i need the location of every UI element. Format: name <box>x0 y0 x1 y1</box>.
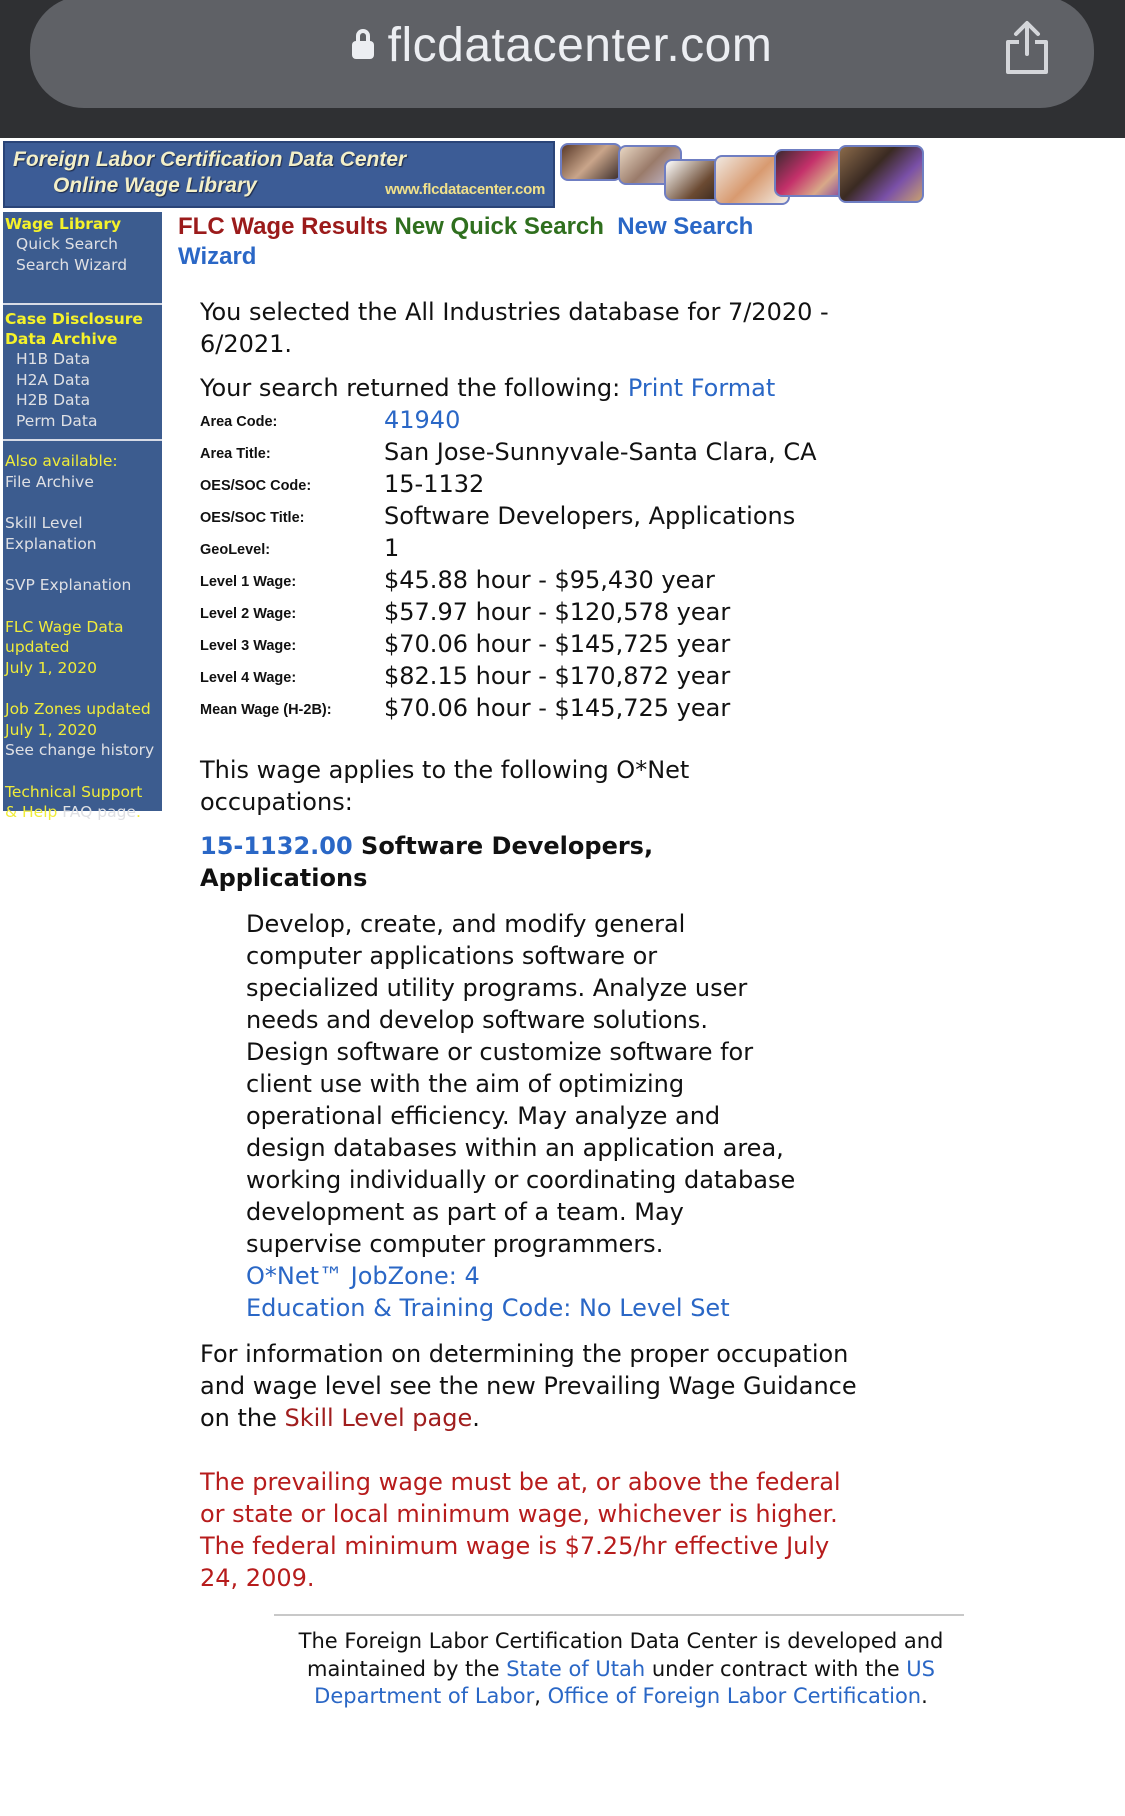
sidebar-heading-data-archive[interactable]: Data Archive <box>5 330 118 348</box>
footer-text: . <box>921 1684 928 1708</box>
wage-results-table <box>200 404 817 724</box>
table-row <box>200 628 817 660</box>
row-label: Level 3 Wage: <box>200 638 297 654</box>
banner-photo-collage <box>556 141 926 207</box>
sidebar-case-disclosure <box>3 305 162 441</box>
sidebar-also-available-label: Also available: <box>5 452 118 470</box>
occupation-description: Develop, create, and modify general computer applications software or specialized utility programs. Analyze user needs and develop software solutions. Design software or customize software for client use with the aim of optimizing operational efficiency. May analyze and design databases within an application area, working individually or coordinating database development as part of a team. May supervise computer programmers. <box>246 910 796 1258</box>
photo-1 <box>560 143 622 181</box>
row-label: Level 1 Wage: <box>200 574 297 590</box>
row-label: Mean Wage (H-2B): <box>200 702 332 718</box>
footer-text: under contract with the <box>645 1656 907 1681</box>
level-4-wage-value: $82.15 hour - $170,872 year <box>384 662 731 690</box>
sidebar-heading-case-disclosure[interactable]: Case Disclosure <box>5 310 143 328</box>
row-label: Level 4 Wage: <box>200 670 297 686</box>
address-bar[interactable] <box>30 0 1094 108</box>
us-dol-link[interactable]: US Department of Labor <box>314 1656 935 1708</box>
results-body <box>178 296 978 894</box>
table-row <box>200 564 817 596</box>
sidebar-tech-support: Technical Support <box>5 782 143 801</box>
site-banner[interactable] <box>3 141 555 208</box>
row-label: GeoLevel: <box>200 542 271 558</box>
occupation-code-link[interactable]: 15-1132.00 <box>200 832 353 860</box>
sidebar-also-available <box>3 441 162 821</box>
occupation-description-block <box>200 908 796 1324</box>
sidebar-item-faq-page[interactable]: FAQ page <box>62 803 136 821</box>
sidebar-heading-wage-library[interactable]: Wage Library <box>5 215 122 233</box>
search-returned-text: Your search returned the following: <box>200 374 628 402</box>
banner-subtitle: Online Wage Library <box>53 174 257 197</box>
sidebar-item-file-archive[interactable]: File Archive <box>5 472 94 491</box>
sidebar-flc-update-2: updated <box>5 638 70 656</box>
main-content <box>178 212 978 1594</box>
level-1-wage-value: $45.88 hour - $95,430 year <box>384 566 715 594</box>
info-text: For information on determining the proper occupation and wage level see the new Prevailing Wage Guidance on the <box>200 1340 857 1432</box>
share-icon[interactable] <box>1004 20 1050 76</box>
sidebar-item-quick-search[interactable]: Quick Search <box>16 235 119 253</box>
occupation-title: Software Developers, Applications <box>200 832 654 892</box>
sidebar-help-faq-line <box>5 802 160 823</box>
table-row <box>200 404 817 436</box>
oflc-link[interactable]: Office of Foreign Labor Certification <box>547 1684 922 1708</box>
banner-title: Foreign Labor Certification Data Center <box>13 148 407 171</box>
area-code-link[interactable]: 41940 <box>384 406 461 434</box>
new-search-wizard-link[interactable]: New Search Wizard <box>178 213 754 270</box>
help-label: & Help <box>5 803 63 821</box>
table-row <box>200 660 817 692</box>
sidebar-nav <box>3 212 162 821</box>
photo-6 <box>838 145 924 203</box>
top-nav <box>178 212 828 272</box>
sidebar-item-h2b-data[interactable]: H2B Data <box>16 391 91 409</box>
row-label: OES/SOC Code: <box>200 478 312 494</box>
soc-code-value: 15-1132 <box>384 470 485 498</box>
sidebar-flc-update-date: July 1, 2020 <box>5 658 97 677</box>
table-row <box>200 468 817 500</box>
row-label: OES/SOC Title: <box>200 510 305 526</box>
footer-text: , <box>534 1684 548 1708</box>
education-training-link[interactable]: Education & Training Code: No Level Set <box>246 1294 730 1322</box>
footer-divider <box>274 1614 964 1616</box>
row-label: Area Code: <box>200 414 278 430</box>
mean-wage-value: $70.06 hour - $145,725 year <box>384 694 731 722</box>
page-title: FLC Wage Results <box>178 213 388 240</box>
wage-guidance-text <box>200 1338 860 1434</box>
footer-text: The Foreign Labor Certification Data Center is developed and maintained by the <box>298 1629 944 1681</box>
jobzone-link[interactable]: O*Net™ JobZone: 4 <box>246 1262 480 1290</box>
browser-toolbar <box>0 0 1125 138</box>
row-label: Level 2 Wage: <box>200 606 297 622</box>
footer <box>276 1628 966 1711</box>
soc-title-value: Software Developers, Applications <box>384 502 796 530</box>
table-row <box>200 532 817 564</box>
level-3-wage-value: $70.06 hour - $145,725 year <box>384 630 731 658</box>
state-of-utah-link[interactable]: State of Utah <box>506 1656 646 1681</box>
sidebar-job-zones-date: July 1, 2020 <box>5 720 97 739</box>
minimum-wage-warning: The prevailing wage must be at, or above the federal or state or local minimum wage, whichever is higher. The federal minimum wage is $7.25/hr effective July 24, 2009. <box>200 1468 841 1592</box>
period: . <box>135 803 141 821</box>
sidebar-item-skill-level-explanation[interactable]: Explanation <box>5 534 97 553</box>
table-row <box>200 596 817 628</box>
lock-icon <box>352 29 374 59</box>
sidebar-job-zones-updated: Job Zones updated <box>5 700 151 718</box>
occupation-heading <box>200 830 760 894</box>
banner-url: www.flcdatacenter.com <box>385 181 545 198</box>
search-returned-line <box>200 372 978 404</box>
sidebar-item-search-wizard[interactable]: Search Wizard <box>16 255 128 274</box>
skill-level-page-link[interactable]: Skill Level page <box>284 1404 473 1432</box>
occupation-detail <box>178 908 978 1594</box>
sidebar-item-skill-level[interactable]: Skill Level <box>5 514 83 532</box>
url-text: flcdatacenter.com <box>387 19 773 72</box>
url-display[interactable] <box>30 18 1094 73</box>
table-row <box>200 500 817 532</box>
sidebar-item-svp-explanation[interactable]: SVP Explanation <box>5 576 132 594</box>
sidebar-item-change-history[interactable]: See change history <box>5 741 155 759</box>
table-row <box>200 692 817 724</box>
sidebar-wage-library <box>3 212 162 305</box>
sidebar-item-h2a-data[interactable]: H2A Data <box>16 370 91 389</box>
sidebar-item-perm-data[interactable]: Perm Data <box>16 411 98 430</box>
table-row <box>200 436 817 468</box>
level-2-wage-value: $57.97 hour - $120,578 year <box>384 598 731 626</box>
database-selection-text: You selected the All Industries database for 7/2020 - 6/2021. <box>200 298 829 358</box>
applies-text: This wage applies to the following O*Net occupations: <box>200 756 690 816</box>
print-format-link[interactable]: Print Format <box>627 374 776 402</box>
sidebar-flc-update-1: FLC Wage Data <box>5 617 124 636</box>
info-period: . <box>472 1404 480 1432</box>
area-title-value: San Jose-Sunnyvale-Santa Clara, CA <box>384 438 817 466</box>
row-label: Area Title: <box>200 446 271 462</box>
geolevel-value: 1 <box>384 534 400 562</box>
new-quick-search-link[interactable]: New Quick Search <box>394 213 604 240</box>
sidebar-item-h1b-data[interactable]: H1B Data <box>16 350 91 368</box>
